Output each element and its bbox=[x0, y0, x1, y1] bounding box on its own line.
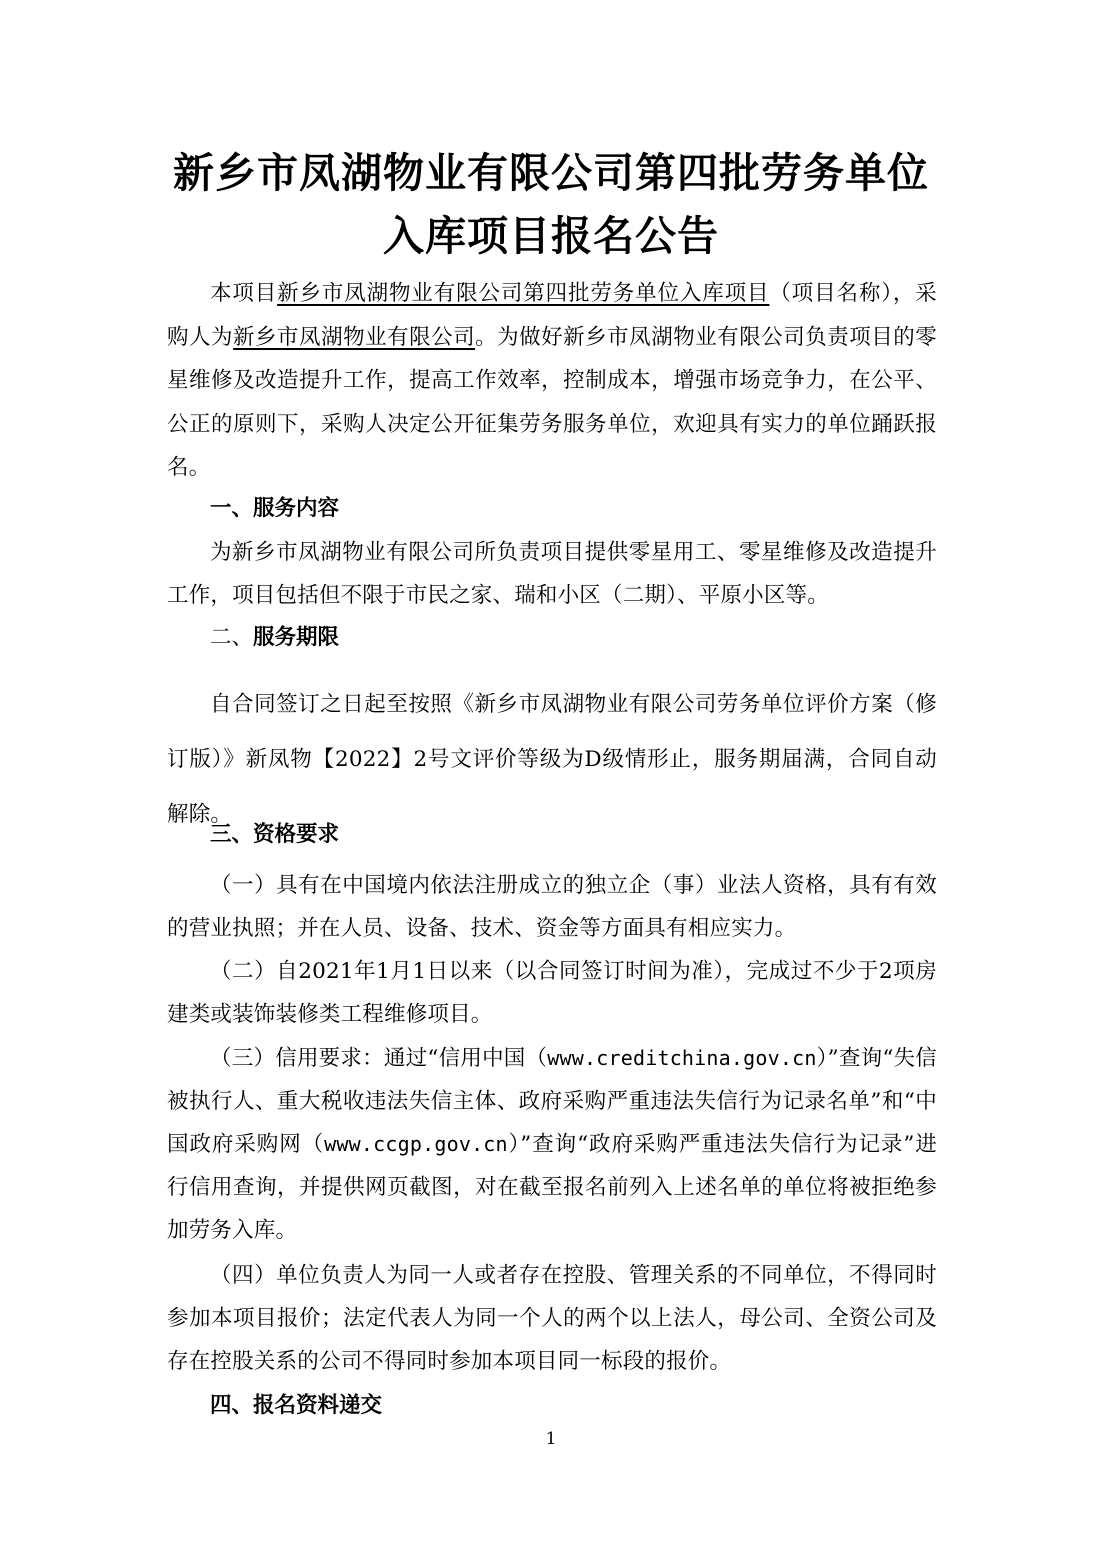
section-title: 服务内容 bbox=[253, 496, 340, 521]
section-heading-service-period bbox=[210, 620, 339, 651]
section-title: 报名资料递交 bbox=[253, 1393, 383, 1418]
qualification-item-3 bbox=[167, 1037, 937, 1252]
section-number: 一、 bbox=[210, 496, 254, 521]
section-title: 资格要求 bbox=[253, 822, 340, 847]
intro-text-2: （项目名称），采购人为 bbox=[167, 281, 938, 350]
section-heading-service-content bbox=[210, 491, 339, 522]
section-heading-submission bbox=[210, 1388, 382, 1419]
section-title: 服务期限 bbox=[253, 625, 340, 650]
section-number: 四、 bbox=[210, 1393, 254, 1418]
creditchina-url: www.creditchina.gov.cn bbox=[547, 1046, 817, 1070]
project-name: 新乡市凤湖物业有限公司第四批劳务单位入库项目 bbox=[277, 281, 770, 306]
section-heading-qualifications bbox=[210, 817, 339, 848]
service-period-paragraph: 自合同签订之日起至按照《新乡市凤湖物业有限公司劳务单位评价方案（修订版）》新凤物【2022】2号文评价等级为D级情形止，服务期届满，合同自动解除。 bbox=[167, 692, 937, 827]
qualification-item-2: （二）自2021年1月1日以来（以合同签订时间为准），完成过不少于2项房建类或装饰装修类工程维修项目。 bbox=[167, 959, 937, 1027]
document-title-line1: 新乡市凤湖物业有限公司第四批劳务单位 bbox=[173, 149, 929, 197]
document-title-line2: 入库项目报名公告 bbox=[383, 212, 719, 260]
ccgp-url: www.ccgp.gov.cn bbox=[324, 1132, 508, 1156]
qualification-item-4: （四）单位负责人为同一人或者存在控股、管理关系的不同单位，不得同时参加本项目报价；法定代表人为同一个人的两个以上法人，母公司、全资公司及存在控股关系的公司不得同时参加本项目同一标段的报价。 bbox=[167, 1263, 937, 1374]
intro-text-1: 本项目 bbox=[210, 281, 278, 306]
q3-text-c: ）”查询“政府采购严重违法失信行为记录”进行信用查询，并提供网页截图，对在截至报名前列入上述名单的单位将被拒绝参加劳务入库。 bbox=[167, 1132, 937, 1243]
page-number: 1 bbox=[545, 1429, 557, 1449]
qualification-item-1: （一）具有在中国境内依法注册成立的独立企（事）业法人资格，具有有效的营业执照；并在人员、设备、技术、资金等方面具有相应实力。 bbox=[167, 873, 937, 941]
q3-text-b: ）”查询“失信被执行人、重大税收违法失信主体、政府采购严重违法失信行为记录名单”和“中国政府采购网（ bbox=[167, 1046, 937, 1157]
purchaser-name: 新乡市凤湖物业有限公司 bbox=[233, 324, 476, 350]
q3-text-a: （三）信用要求：通过“信用中国（ bbox=[210, 1046, 548, 1071]
service-content-paragraph: 为新乡市凤湖物业有限公司所负责项目提供零星用工、零星维修及改造提升工作，项目包括但不限于市民之家、瑞和小区（二期）、平原小区等。 bbox=[167, 540, 937, 608]
section-number: 三、 bbox=[210, 822, 254, 847]
section-number: 二、 bbox=[210, 625, 254, 650]
intro-text-3: 。为做好新乡市凤湖物业有限公司负责项目的零星维修及改造提升工作，提高工作效率，控制成本，增强市场竞争力，在公平、公正的原则下，采购人决定公开征集劳务服务单位，欢迎具有实力的单位踊跃报名。 bbox=[167, 324, 937, 480]
intro-paragraph bbox=[167, 272, 937, 490]
